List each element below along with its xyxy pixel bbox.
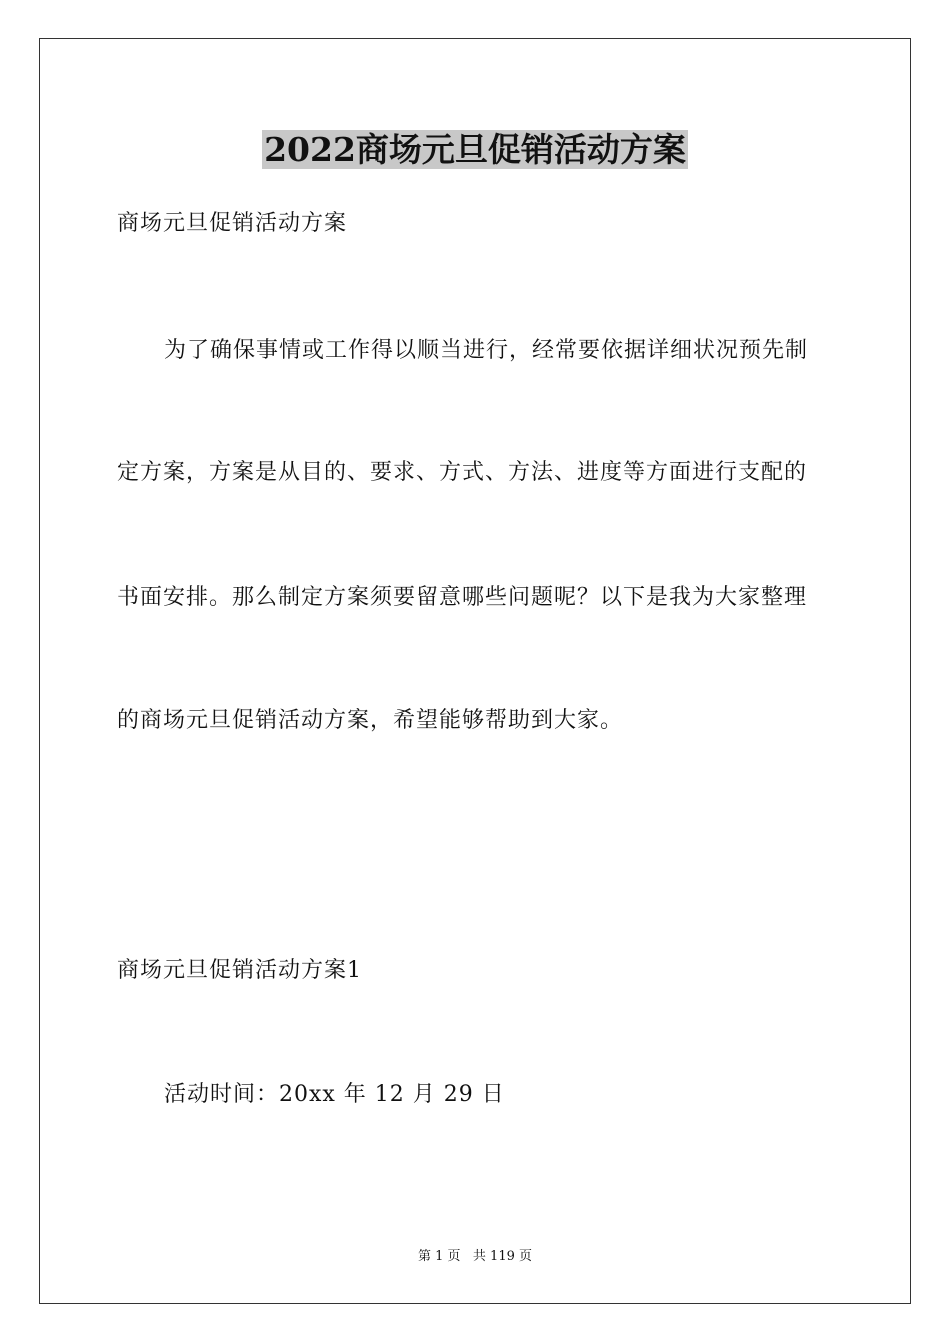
intro-line-1: 为了确保事情或工作得以顺当进行，经常要依据详细状况预先制 (164, 338, 809, 363)
document-subtitle: 商场元旦促销活动方案 (117, 211, 348, 236)
section-heading: 商场元旦促销活动方案1 (117, 958, 362, 983)
activity-time: 活动时间：20xx 年 12 月 29 日 (164, 1082, 505, 1107)
page-number-footer: 第 1 页 共 119 页 (417, 1249, 532, 1264)
intro-line-3: 书面安排。那么制定方案须要留意哪些问题呢？以下是我为大家整理 (117, 585, 808, 610)
document-title-text: 2022商场元旦促销活动方案 (264, 130, 686, 169)
intro-line-2: 定方案，方案是从目的、要求、方式、方法、进度等方面进行支配的 (117, 460, 808, 485)
document-title (0, 128, 950, 172)
intro-line-4: 的商场元旦促销活动方案，希望能够帮助到大家。 (117, 708, 624, 733)
